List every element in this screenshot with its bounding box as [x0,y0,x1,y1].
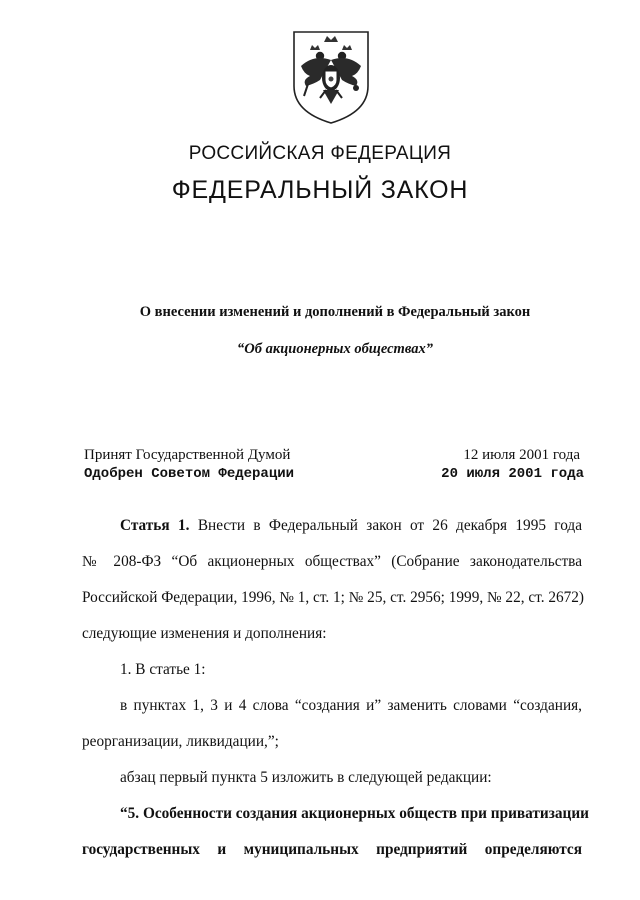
quoted-text-line-1: “5. Особенности создания акционерных обществ при приватизации [120,805,589,822]
duma-adoption-label: Принят Государственной Думой [84,447,291,463]
article-1-line-4: следующие изменения и дополнения: [82,625,327,642]
paragraph-item-1: 1. В статье 1: [120,661,206,678]
article-1-line-1-text: Внести в Федеральный закон от 26 декабря 1995 года [197,517,582,534]
country-heading: РОССИЙСКАЯ ФЕДЕРАЦИЯ [188,143,452,164]
law-title-line-1: О внесении изменений и дополнений в Федеральный закон [139,304,531,320]
amendment-line-3: абзац первый пункта 5 изложить в следующей редакции: [120,769,492,786]
coat-of-arms-emblem [290,28,372,126]
council-approval-date: 20 июля 2001 года [441,466,584,482]
amendment-line-1: в пунктах 1, 3 и 4 слова “создания и” заменить словами “создания, [120,697,582,714]
document-type-heading: ФЕДЕРАЛЬНЫЙ ЗАКОН [171,176,469,204]
article-1-line-2: № 208-ФЗ “Об акционерных обществах” (Собрание законодательства [82,553,582,570]
quoted-text-line-2: государственных и муниципальных предприятий определяются [82,841,582,858]
article-1-line-1 [120,517,582,535]
article-label: Статья 1. [120,517,190,534]
law-title-line-2: “Об акционерных обществах” [237,341,433,357]
council-approval-label: Одобрен Советом Федерации [84,466,295,482]
article-1-line-3: Российской Федерации, 1996, № 1, ст. 1; № 25, ст. 2956; 1999, № 22, ст. 2672) [82,589,585,606]
duma-adoption-date: 12 июля 2001 года [463,447,580,463]
amendment-line-2: реорганизации, ликвидации,”; [82,733,279,750]
